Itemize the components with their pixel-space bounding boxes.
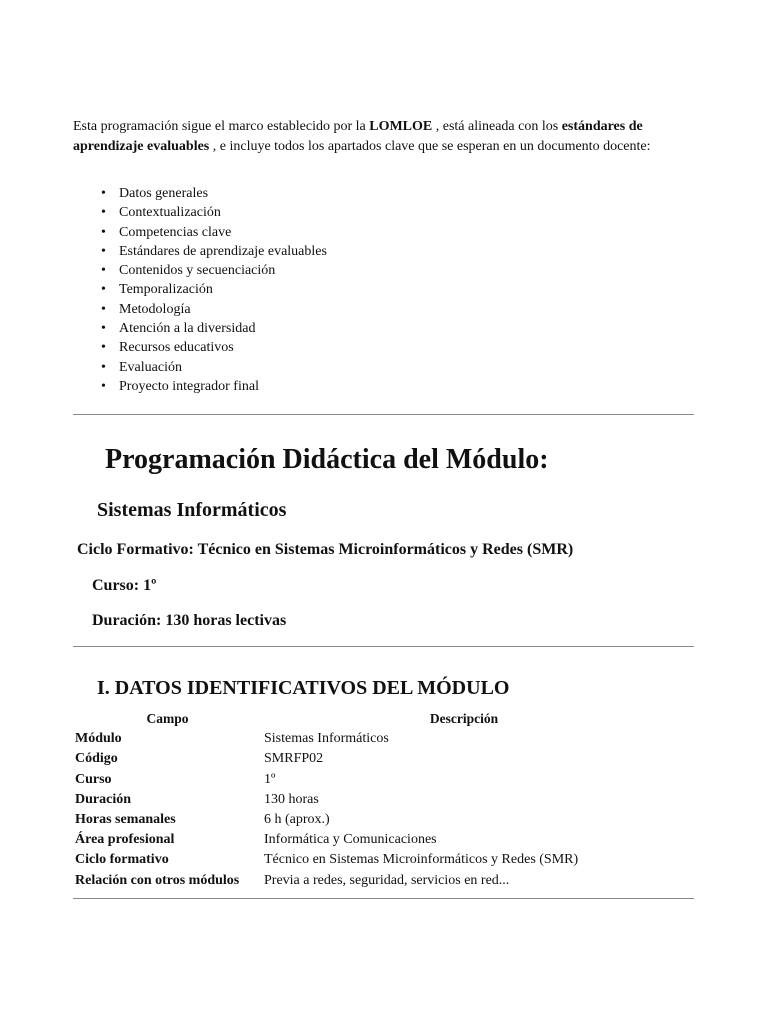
intro-text-1: Esta programación sigue el marco establecido por la: [73, 119, 370, 134]
list-item: • Temporalización: [73, 280, 327, 299]
intro-text-2: , está alineada con los: [432, 119, 562, 134]
row-field: Código: [75, 751, 118, 767]
row-value: Sistemas Informáticos: [264, 731, 389, 747]
table-row: [73, 871, 666, 891]
intro-text-3: , e incluye todos los apartados clave que se esperan en un documento docente:: [209, 139, 651, 154]
row-value: 130 horas: [264, 791, 319, 807]
row-value: Informática y Comunicaciones: [264, 832, 437, 848]
table-row: [73, 729, 666, 749]
section-heading: I. DATOS IDENTIFICATIVOS DEL MÓDULO: [97, 677, 510, 699]
table-row: [73, 850, 666, 870]
row-field: Horas semanales: [75, 812, 176, 828]
row-field: Módulo: [75, 731, 122, 747]
table-row: [73, 749, 666, 769]
intro-bold-estandares: estándares de aprendizaje evaluables: [73, 119, 643, 154]
ciclo-line: Ciclo Formativo: Técnico en Sistemas Microinformáticos y Redes (SMR): [77, 541, 574, 558]
row-field: Área profesional: [75, 832, 175, 848]
list-item: • Contextualización: [73, 203, 327, 222]
row-value: Previa a redes, seguridad, servicios en red...: [264, 872, 510, 888]
row-field: Duración: [75, 791, 131, 807]
module-name: Sistemas Informáticos: [97, 499, 287, 521]
list-item: • Contenidos y secuenciación: [73, 261, 327, 280]
table-row: [73, 790, 666, 810]
divider-2: [73, 646, 694, 647]
table-row: [73, 830, 666, 850]
list-item: • Competencias clave: [73, 223, 327, 242]
contents-list: [73, 184, 327, 396]
row-field: Relación con otros módulos: [75, 872, 240, 888]
intro-bold-lomloe: LOMLOE: [369, 119, 433, 134]
list-item: • Proyecto integrador final: [73, 377, 327, 396]
table-row: [73, 770, 666, 790]
row-value: 6 h (aprox.): [264, 812, 330, 828]
page-title: Programación Didáctica del Módulo:: [105, 444, 549, 475]
list-item: • Evaluación: [73, 358, 327, 377]
intro-paragraph: [73, 117, 695, 157]
list-item: • Atención a la diversidad: [73, 319, 327, 338]
divider-3: [73, 898, 694, 899]
column-header-campo: Campo: [146, 711, 189, 727]
column-header-descripcion: Descripción: [429, 711, 499, 727]
divider-1: [73, 414, 694, 415]
list-item: • Recursos educativos: [73, 338, 327, 357]
table-row: [73, 810, 666, 830]
curso-line: Curso: 1º: [92, 577, 157, 594]
list-item: • Metodología: [73, 300, 327, 319]
row-value: Técnico en Sistemas Microinformáticos y Redes (SMR): [264, 852, 579, 868]
list-item: • Estándares de aprendizaje evaluables: [73, 242, 327, 261]
row-value: SMRFP02: [264, 751, 324, 767]
row-field: Curso: [75, 771, 112, 787]
duracion-line: Duración: 130 horas lectivas: [92, 612, 287, 629]
module-info-table: [73, 709, 666, 891]
table-header-row: [73, 709, 666, 729]
row-field: Ciclo formativo: [75, 852, 169, 868]
row-value: 1º: [264, 771, 276, 787]
list-item: • Datos generales: [73, 184, 327, 203]
